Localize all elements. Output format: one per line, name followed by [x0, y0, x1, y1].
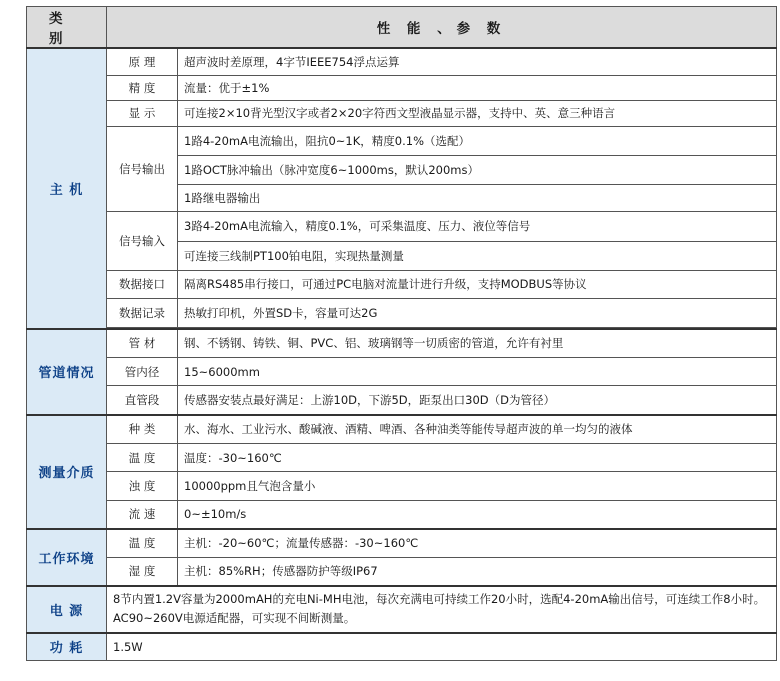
table-row [27, 270, 777, 298]
table-row [27, 75, 777, 100]
param-name: 原 理 [107, 48, 178, 75]
param-value: 1.5W [107, 633, 777, 661]
param-name: 显 示 [107, 100, 178, 126]
param-value: 可连接2×10背光型汉字或者2×20字符西文型液晶显示器，支持中、英、意三种语言 [178, 100, 777, 126]
category-medium: 测量介质 [27, 415, 107, 529]
table-row [27, 633, 777, 661]
param-name: 数据接口 [107, 270, 178, 298]
param-name: 温 度 [107, 444, 178, 472]
table-row [27, 211, 777, 241]
param-value: 可连接三线制PT100铂电阻，实现热量测量 [178, 241, 777, 270]
param-value: 1路OCT脉冲输出（脉冲宽度6~1000ms，默认200ms） [178, 155, 777, 184]
param-value: 温度：-30~160℃ [178, 444, 777, 472]
category-header: 类 别 [27, 7, 107, 49]
category-pipe: 管道情况 [27, 329, 107, 415]
table-row [27, 444, 777, 472]
param-value: 流量：优于±1% [178, 75, 777, 100]
table-row [27, 298, 777, 327]
specs-header: 性 能 、参 数 [107, 7, 777, 49]
category-environment: 工作环境 [27, 529, 107, 586]
param-name: 流 速 [107, 501, 178, 529]
category-consumption: 功 耗 [27, 633, 107, 661]
param-value: 水、海水、工业污水、酸碱液、酒精、啤酒、各种油类等能传导超声波的单一均匀的液体 [178, 415, 777, 444]
table-row [27, 358, 777, 386]
category-power: 电 源 [27, 586, 107, 633]
param-name: 浊 度 [107, 472, 178, 501]
spec-table [26, 6, 777, 661]
category-host: 主 机 [27, 48, 107, 329]
table-row [27, 586, 777, 633]
table-row [27, 48, 777, 75]
param-value: 热敏打印机，外置SD卡，容量可达2G [178, 298, 777, 327]
param-value: 8节内置1.2V容量为2000mAH的充电Ni-MH电池，每次充满电可持续工作20小时，选配4-20mA输出信号，可连续工作8小时。AC90~260V电源适配器，可实现不间断测量。 [107, 586, 777, 633]
param-value: 0~±10m/s [178, 501, 777, 529]
param-value: 主机：-20~60℃；流量传感器：-30~160℃ [178, 529, 777, 558]
param-name: 种 类 [107, 415, 178, 444]
param-name: 管内径 [107, 358, 178, 386]
param-name: 数据记录 [107, 298, 178, 327]
table-row [27, 472, 777, 501]
param-name: 直管段 [107, 386, 178, 415]
table-row [27, 386, 777, 415]
param-value: 钢、不锈钢、铸铁、铜、PVC、铝、玻璃钢等一切质密的管道，允许有衬里 [178, 329, 777, 358]
param-name: 湿 度 [107, 558, 178, 586]
param-value: 传感器安装点最好满足：上游10D，下游5D，距泵出口30D（D为管径） [178, 386, 777, 415]
table-row [27, 529, 777, 558]
table-row [27, 126, 777, 155]
param-value: 10000ppm且气泡含量小 [178, 472, 777, 501]
param-name: 管 材 [107, 329, 178, 358]
param-name: 信号输入 [107, 211, 178, 270]
table-row [27, 558, 777, 586]
header-row [27, 7, 777, 49]
param-value: 1路继电器输出 [178, 184, 777, 211]
table-row [27, 329, 777, 358]
param-value: 隔离RS485串行接口，可通过PC电脑对流量计进行升级，支持MODBUS等协议 [178, 270, 777, 298]
table-row [27, 415, 777, 444]
param-value: 3路4-20mA电流输入，精度0.1%，可采集温度、压力、液位等信号 [178, 211, 777, 241]
param-value: 1路4-20mA电流输出，阻抗0~1K，精度0.1%（选配） [178, 126, 777, 155]
table-row [27, 100, 777, 126]
param-value: 主机：85%RH；传感器防护等级IP67 [178, 558, 777, 586]
param-value: 15~6000mm [178, 358, 777, 386]
param-name: 信号输出 [107, 126, 178, 211]
param-value: 超声波时差原理，4字节IEEE754浮点运算 [178, 48, 777, 75]
table-row [27, 501, 777, 529]
param-name: 精 度 [107, 75, 178, 100]
param-name: 温 度 [107, 529, 178, 558]
